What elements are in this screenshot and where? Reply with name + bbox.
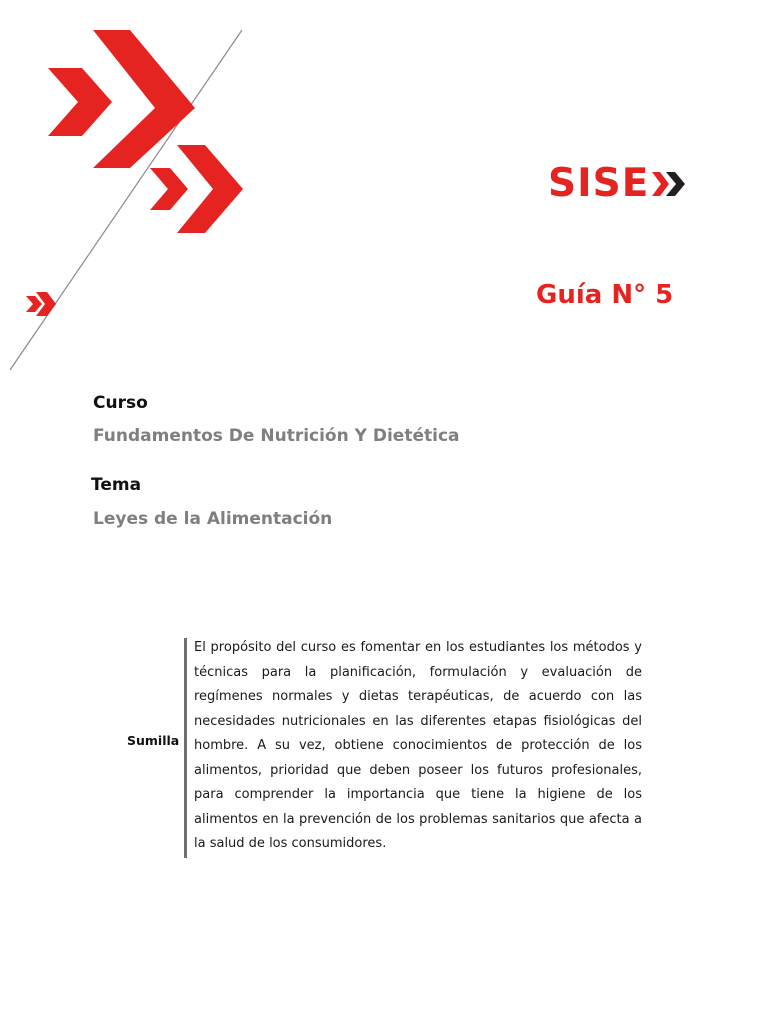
- sise-logo: [548, 163, 688, 205]
- logo-text: SISE: [548, 161, 650, 206]
- red-chevrons-decoration-icon: [0, 0, 260, 380]
- course-name: Fundamentos De Nutrición Y Dietética: [93, 426, 460, 446]
- chevron-mid-small-icon: [150, 168, 188, 210]
- topic-name: Leyes de la Alimentación: [93, 509, 333, 529]
- topic-label: Tema: [91, 475, 142, 495]
- sumilla-label: Sumilla: [127, 733, 180, 748]
- sumilla-divider: [184, 638, 187, 858]
- sumilla-text: El propósito del curso es fomentar en los estudiantes los métodos y técnicas para la planificación, formulación y evaluación de regímenes normales y dietas terapéuticas, de acuerdo con las necesidades nutricionales en las diferentes etapas fisiológicas del hombre. A su vez, obtiene conocimientos de protección de los alimentos, prioridad que deben poseer los futuros profesionales, para comprender la importancia que tiene la higiene de los alimentos en la prevención de los problemas sanitarios que afecta a la salud de los consumidores.: [194, 640, 642, 851]
- guide-title: Guía N° 5: [536, 280, 674, 310]
- course-label: Curso: [93, 393, 148, 413]
- logo-chevrons-icon: [652, 169, 688, 199]
- chevron-tiny-left-icon: [26, 296, 42, 312]
- chevron-small-left-icon: [48, 68, 112, 136]
